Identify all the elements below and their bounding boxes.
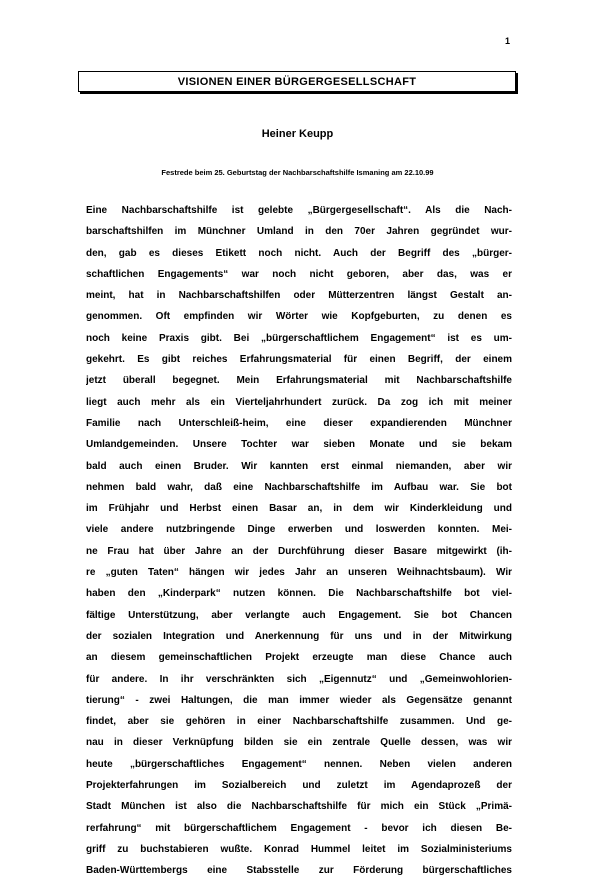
- body-line: nau in dieser Verknüpfung bilden sie ein zentrale Quelle dessen, was wir: [86, 737, 512, 749]
- body-line: jetzt überall begegnet. Mein Erfahrungsmaterial mit Nachbarschaftshilfe: [86, 375, 512, 387]
- body-line: gekehrt. Es gibt reiches Erfahrungsmaterial für einen Begriff, der einem: [86, 354, 512, 366]
- body-line: griff zu buchstabieren wußte. Konrad Hummel leitet im Sozialministeriums: [86, 843, 512, 855]
- speech-subtitle: Festrede beim 25. Geburtstag der Nachbarschaftshilfe Ismaning am 22.10.99: [161, 168, 434, 177]
- body-line: heute „bürgerschaftliches Engagement“ nennen. Neben vielen anderen: [86, 758, 512, 770]
- body-line: haben den „Kinderpark“ nutzen können. Die Nachbarschaftshilfe bot viel-: [86, 588, 512, 600]
- body-line: Baden-Württembergs eine Stabsstelle zur Förderung bürgerschaftliches: [86, 865, 512, 877]
- body-line: tierung“ - zwei Haltungen, die man immer wieder als Gegensätze genannt: [86, 694, 512, 706]
- body-line: genommen. Oft empfinden wir Wörter wie Kopfgeburten, zu denen es: [86, 311, 512, 323]
- body-line: an diesem gemeinschaftlichen Projekt erzeugte man diese Chance auch: [86, 652, 512, 664]
- body-line: den, gab es dieses Etikett noch nicht. Auch der Begriff des „bürger-: [86, 247, 512, 259]
- body-line: nehmen bald wahr, daß eine Nachbarschaftshilfe im Aufbau war. Sie bot: [86, 481, 512, 493]
- body-line: bald auch einen Bruder. Wir kannten erst einmal niemanden, aber wir: [86, 460, 512, 472]
- body-line: noch keine Praxis gibt. Bei „bürgerschaftlichem Engagement“ ist es um-: [86, 332, 512, 344]
- body-line: liegt auch mehr als ein Vierteljahrhundert zurück. Da zog ich mit meiner: [86, 396, 512, 408]
- body-line: für andere. In ihr verschränkten sich „Eigennutz“ und „Gemeinwohlorien-: [86, 673, 512, 685]
- body-line: im Frühjahr und Herbst einen Basar an, in dem wir Kinderkleidung und: [86, 503, 512, 515]
- body-line: Eine Nachbarschaftshilfe ist gelebte „Bürgergesellschaft“. Als die Nach-: [86, 205, 512, 216]
- body-line: findet, aber sie gehören in einer Nachbarschaftshilfe zusammen. Und ge-: [86, 716, 512, 728]
- body-line: Projekterfahrungen im Sozialbereich und zuletzt im Agendaprozeß der: [86, 780, 512, 792]
- body-line: meint, hat in Nachbarschaftshilfen oder Mütterzentren längst Gestalt an-: [86, 290, 512, 302]
- body-line: der sozialen Integration und Anerkennung für uns und in der Mitwirkung: [86, 630, 512, 642]
- page-number: 1: [505, 36, 511, 46]
- body-line: Familie nach Unterschleiß-heim, eine dieser expandierenden Münchner: [86, 417, 512, 429]
- body-line: rerfahrung“ mit bürgerschaftlichem Engagement - bevor ich diesen Be-: [86, 822, 512, 834]
- body-line: schaftlichen Engagements“ war noch nicht geboren, aber das, was er: [86, 268, 512, 280]
- body-line: barschaftshilfen im Münchner Umland in den 70er Jahren gegründet wur-: [86, 226, 512, 238]
- document-title: VISIONEN EINER BÜRGERGESELLSCHAFT: [177, 75, 417, 88]
- body-line: ne Frau hat über Jahre an der Durchführung dieser Basare mitgewirkt (ih-: [86, 545, 512, 557]
- body-line: viele andere nutzbringende Dinge erwerben und loswerden konnten. Mei-: [86, 524, 512, 536]
- title-box: [78, 71, 516, 92]
- body-line: Umlandgemeinden. Unsere Tochter war sieben Monate und sie bekam: [86, 439, 512, 451]
- body-line: Stadt München ist also die Nachbarschaftshilfe für mich ein Stück „Primä-: [86, 801, 512, 813]
- author-name: Heiner Keupp: [261, 128, 334, 140]
- body-line: fältige Unterstützung, aber verlangte auch Engagement. Sie bot Chancen: [86, 609, 512, 621]
- body-line: re „guten Taten“ hängen wir jedes Jahr an unseren Weihnachtsbaum). Wir: [86, 567, 512, 579]
- body-text: [86, 200, 512, 882]
